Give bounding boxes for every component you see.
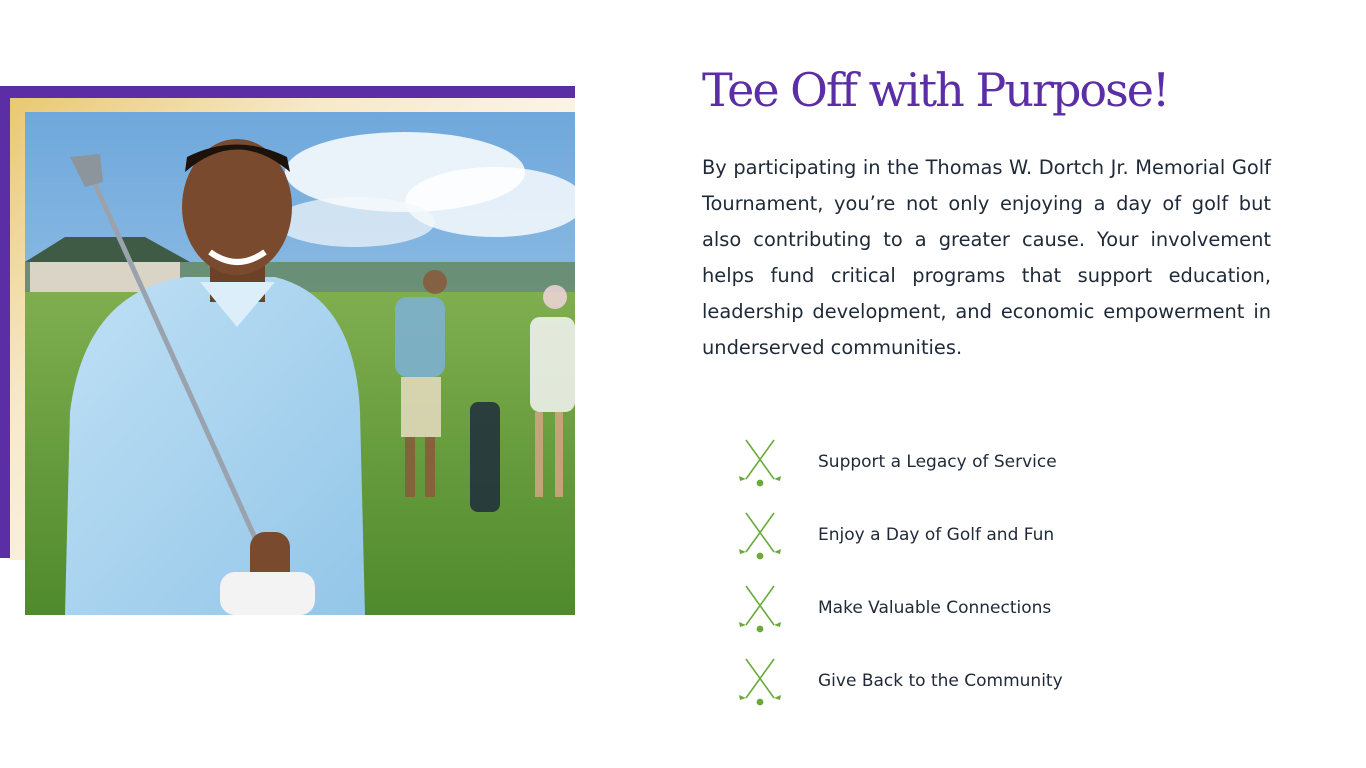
- benefit-label: Give Back to the Community: [818, 670, 1063, 691]
- benefit-label: Enjoy a Day of Golf and Fun: [818, 524, 1055, 545]
- intro-paragraph: By participating in the Thomas W. Dortch Jr. Memorial Golf Tournament, you’re not only enjoying a day of golf but also contributing to a greater cause. Your involvement helps fund critical programs that support education, leadership development, and economic empowerment in underserved communities.: [702, 156, 1271, 359]
- benefits-list: [735, 425, 1135, 717]
- page-title: Tee Off with Purpose!: [702, 63, 1169, 117]
- benefit-label: Support a Legacy of Service: [818, 451, 1057, 472]
- benefit-item-support-legacy: [735, 425, 1135, 498]
- benefit-item-golf-fun: [735, 498, 1135, 571]
- golfer-photo: [25, 112, 575, 615]
- benefit-label: Make Valuable Connections: [818, 597, 1052, 618]
- golf-clubs-icon: [735, 437, 785, 487]
- golf-clubs-icon: [735, 510, 785, 560]
- golf-clubs-icon: [735, 583, 785, 633]
- benefit-item-connections: [735, 571, 1135, 644]
- benefit-item-give-back: [735, 644, 1135, 717]
- golf-clubs-icon: [735, 656, 785, 706]
